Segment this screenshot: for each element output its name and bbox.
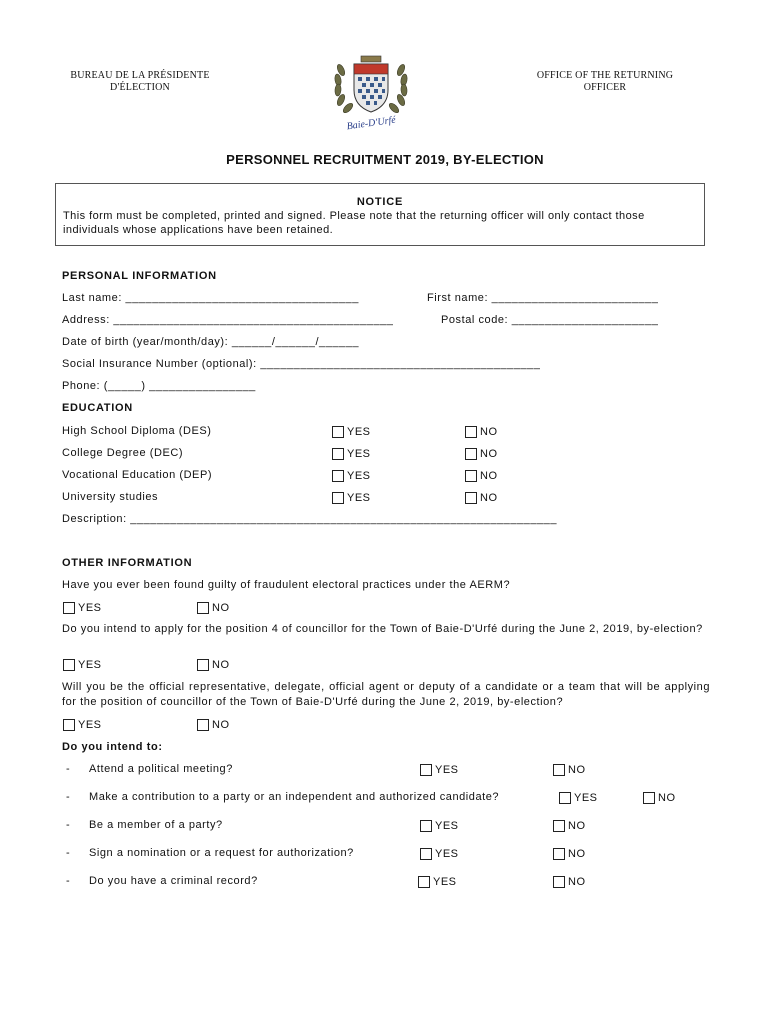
- sign-nomination-no-checkbox[interactable]: NO: [553, 847, 586, 860]
- checkbox-icon: [465, 470, 477, 482]
- notice-box: [55, 183, 705, 246]
- criminal-record-no-checkbox[interactable]: NO: [553, 875, 586, 888]
- representative-no-checkbox[interactable]: NO: [197, 718, 230, 731]
- header-right: [525, 70, 685, 94]
- representative-yes-checkbox[interactable]: YES: [63, 718, 102, 731]
- item-criminal-record: Do you have a criminal record?: [89, 875, 258, 887]
- attend-meeting-no-checkbox[interactable]: NO: [553, 763, 586, 776]
- bullet-dash: -: [66, 763, 70, 775]
- checkbox-icon: [553, 876, 565, 888]
- page-title: PERSONNEL RECRUITMENT 2019, BY-ELECTION: [226, 152, 544, 167]
- last-name-field[interactable]: Last name: ___________________________________: [62, 292, 359, 304]
- date-of-birth-field[interactable]: Date of birth (year/month/day): ______/______/______: [62, 336, 360, 348]
- address-field[interactable]: Address: __________________________________________: [62, 314, 394, 326]
- checkbox-icon: [197, 719, 209, 731]
- social-insurance-number-field[interactable]: Social Insurance Number (optional): __________________________________________: [62, 358, 541, 370]
- bullet-dash: -: [66, 875, 70, 887]
- header-right-line2: OFFICER: [583, 82, 627, 93]
- education-dep-no-checkbox[interactable]: NO: [465, 469, 498, 482]
- checkbox-icon: [197, 659, 209, 671]
- item-sign-nomination: Sign a nomination or a request for authorization?: [89, 847, 354, 859]
- coat-of-arms-logo: [328, 50, 414, 132]
- checkbox-icon: [63, 602, 75, 614]
- checkbox-icon: [332, 426, 344, 438]
- education-dep-yes-checkbox[interactable]: YES: [332, 469, 371, 482]
- education-heading: EDUCATION: [62, 402, 133, 414]
- contribution-no-checkbox[interactable]: NO: [643, 791, 676, 804]
- checkbox-icon: [465, 426, 477, 438]
- education-dec-yes-checkbox[interactable]: YES: [332, 447, 371, 460]
- description-field[interactable]: Description: ________________________________________________________________: [62, 513, 558, 525]
- item-party-member: Be a member of a party?: [89, 819, 223, 831]
- checkbox-icon: [553, 848, 565, 860]
- question-fraud: Have you ever been found guilty of fraudulent electoral practices under the AERM?: [62, 579, 511, 591]
- education-university-no-checkbox[interactable]: NO: [465, 491, 498, 504]
- checkbox-icon: [63, 659, 75, 671]
- notice-text: This form must be completed, printed and signed. Please note that the returning officer will only contact those individuals whose applications have been retained.: [63, 210, 645, 236]
- apply-yes-checkbox[interactable]: YES: [63, 658, 102, 671]
- checkbox-icon: [332, 492, 344, 504]
- checkbox-icon: [420, 848, 432, 860]
- education-label-dec: College Degree (DEC): [62, 447, 184, 459]
- contribution-yes-checkbox[interactable]: YES: [559, 791, 598, 804]
- party-member-yes-checkbox[interactable]: YES: [420, 819, 459, 832]
- checkbox-icon: [553, 820, 565, 832]
- header-left-line1: BUREAU DE LA PRÉSIDENTE: [70, 70, 210, 81]
- checkbox-icon: [465, 492, 477, 504]
- item-make-contribution: Make a contribution to a party or an independent and authorized candidate?: [89, 791, 500, 803]
- question-official-representative: Will you be the official representative, delegate, official agent or deputy of a candidate or a team that will be applying for the position of councillor of the Town of Baie-D'Urfé during the June 2, 2019, by-election?: [62, 681, 710, 708]
- education-label-des: High School Diploma (DES): [62, 425, 212, 437]
- first-name-field[interactable]: First name: _________________________: [427, 292, 659, 304]
- other-information-heading: OTHER INFORMATION: [62, 557, 193, 569]
- logo-text: Baie-D'Urfé: [346, 114, 397, 132]
- checkbox-icon: [63, 719, 75, 731]
- checkbox-icon: [420, 764, 432, 776]
- checkbox-icon: [420, 820, 432, 832]
- checkbox-icon: [197, 602, 209, 614]
- personal-information-heading: PERSONAL INFORMATION: [62, 270, 217, 282]
- education-des-yes-checkbox[interactable]: YES: [332, 425, 371, 438]
- apply-no-checkbox[interactable]: NO: [197, 658, 230, 671]
- checkbox-icon: [332, 448, 344, 460]
- checkbox-icon: [465, 448, 477, 460]
- education-label-dep: Vocational Education (DEP): [62, 469, 213, 481]
- checkbox-icon: [643, 792, 655, 804]
- bullet-dash: -: [66, 791, 70, 803]
- party-member-no-checkbox[interactable]: NO: [553, 819, 586, 832]
- fraud-yes-checkbox[interactable]: YES: [63, 601, 102, 614]
- bullet-dash: -: [66, 847, 70, 859]
- checkbox-icon: [553, 764, 565, 776]
- education-dec-no-checkbox[interactable]: NO: [465, 447, 498, 460]
- question-apply-councillor: Do you intend to apply for the position 4 of councillor for the Town of Baie-D'Urfé during the June 2, 2019, by-election?: [62, 623, 703, 635]
- checkbox-icon: [559, 792, 571, 804]
- phone-field[interactable]: Phone: (_____) ________________: [62, 380, 256, 392]
- sign-nomination-yes-checkbox[interactable]: YES: [420, 847, 459, 860]
- education-label-university: University studies: [62, 491, 159, 503]
- header-right-line1: OFFICE OF THE RETURNING: [536, 70, 674, 81]
- checkbox-icon: [418, 876, 430, 888]
- postal-code-field[interactable]: Postal code: ______________________: [441, 314, 659, 326]
- notice-heading: NOTICE: [356, 196, 404, 208]
- header-left: [60, 70, 220, 94]
- education-university-yes-checkbox[interactable]: YES: [332, 491, 371, 504]
- fraud-no-checkbox[interactable]: NO: [197, 601, 230, 614]
- intend-heading: Do you intend to:: [62, 741, 163, 753]
- checkbox-icon: [332, 470, 344, 482]
- education-des-no-checkbox[interactable]: NO: [465, 425, 498, 438]
- bullet-dash: -: [66, 819, 70, 831]
- header-left-line2: D'ÉLECTION: [110, 82, 170, 93]
- item-attend-meeting: Attend a political meeting?: [89, 763, 233, 775]
- attend-meeting-yes-checkbox[interactable]: YES: [420, 763, 459, 776]
- criminal-record-yes-checkbox[interactable]: YES: [418, 875, 457, 888]
